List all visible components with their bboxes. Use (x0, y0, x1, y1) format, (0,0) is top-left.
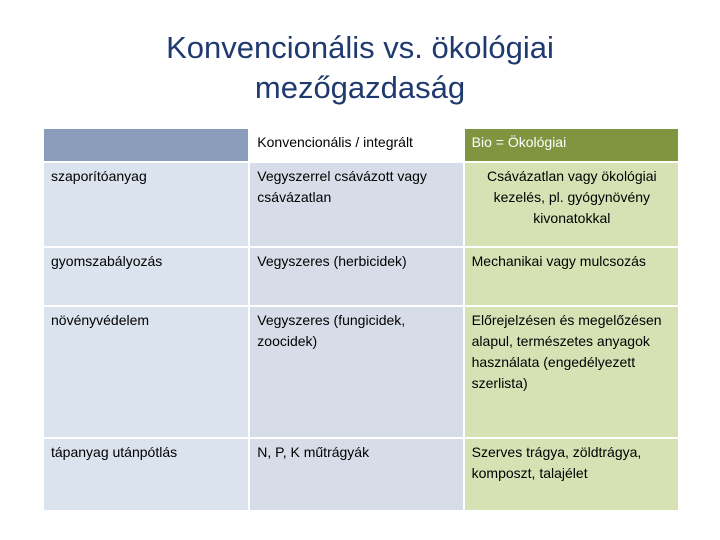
table-header-row (44, 129, 678, 161)
slide-title-line2: mezőgazdaság (254, 70, 466, 105)
header-cell-conventional: Konvencionális / integrált (250, 129, 462, 161)
comparison-table (42, 127, 680, 512)
row-label: tápanyag utánpótlás (44, 439, 248, 510)
organic-cell: Csávázatlan vagy ökológiai kezelés, pl. gyógynövény kivonatokkal (465, 163, 678, 246)
conventional-cell: N, P, K műtrágyák (250, 439, 462, 510)
header-cell-organic: Bio = Ökológiai (465, 129, 678, 161)
table-row (44, 307, 678, 437)
table-row (44, 163, 678, 246)
conventional-cell: Vegyszerrel csávázott vagy csávázatlan (250, 163, 462, 246)
organic-cell: Szerves trágya, zöldtrágya, komposzt, talajélet (465, 439, 678, 510)
slide-title (0, 28, 720, 108)
conventional-cell: Vegyszeres (herbicidek) (250, 248, 462, 305)
row-label: növényvédelem (44, 307, 248, 437)
row-label: szaporítóanyag (44, 163, 248, 246)
conventional-cell: Vegyszeres (fungicidek, zoocidek) (250, 307, 462, 437)
header-cell-empty (44, 129, 248, 161)
table-row (44, 248, 678, 305)
row-label: gyomszabályozás (44, 248, 248, 305)
organic-cell: Előrejelzésen és megelőzésen alapul, természetes anyagok használata (engedélyezett szerlista) (465, 307, 678, 437)
organic-cell: Mechanikai vagy mulcsozás (465, 248, 678, 305)
slide-title-line1: Konvencionális vs. ökológiai (166, 30, 554, 65)
table-row (44, 439, 678, 510)
